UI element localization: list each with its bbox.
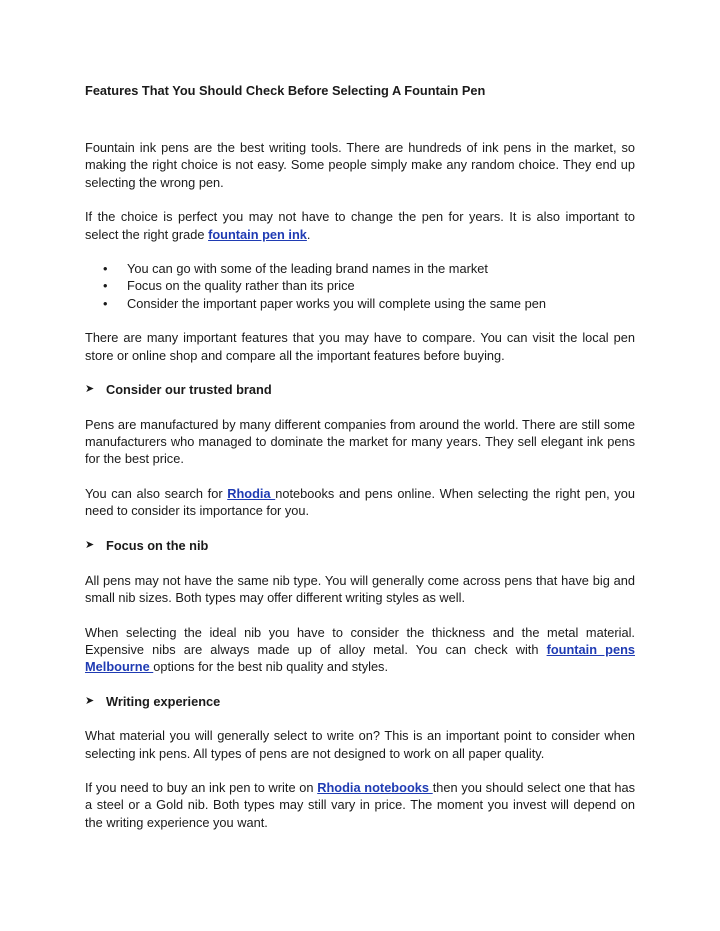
intro-paragraph-2-end: .: [306, 226, 311, 242]
intro-paragraph-2: [85, 208, 635, 242]
nib-paragraph-2: [85, 624, 635, 676]
nib-paragraph-2-text: When selecting the ideal nib you have to consider the thickness and the metal material. Expensive nibs are always made up of alloy metal. You can check with: [85, 624, 635, 657]
list-item: [85, 277, 635, 294]
brand-paragraph-1: Pens are manufactured by many different companies from around the world. There are still some manufacturers who managed to dominate the market for many years. They sell elegant ink pens for the best price.: [85, 416, 635, 467]
intro-paragraph-3: There are many important features that you may have to compare. You can visit the local pen store or online shop and compare all the important features before buying.: [85, 330, 635, 363]
list-item: [85, 260, 635, 277]
intro-paragraph-2-text: If the choice is perfect you may not have to change the pen for years. It is also important to select the right grade: [85, 209, 635, 242]
arrowhead-icon: ➤: [85, 694, 95, 707]
section-heading-text: Writing experience: [106, 693, 221, 709]
brand-paragraph-2-text: You can also search for: [85, 486, 228, 502]
section-heading-text: Consider our trusted brand: [106, 382, 272, 398]
section-heading-nib: [85, 537, 635, 554]
section-heading-trusted-brand: [85, 381, 635, 398]
section-heading-text: Focus on the nib: [106, 537, 209, 553]
brand-paragraph-2: [85, 485, 635, 519]
bullet-dot-icon: •: [103, 278, 108, 294]
bullet-dot-icon: •: [103, 261, 108, 277]
brand-paragraph-2-end: notebooks and pens online. When selecting the right pen, you need to consider its importance for you.: [85, 486, 636, 519]
fountain-pens-melbourne-link[interactable]: fountain pens Melbourne: [85, 641, 635, 674]
rhodia-link[interactable]: Rhodia: [227, 486, 276, 502]
intro-paragraph-1: Fountain ink pens are the best writing tools. There are hundreds of ink pens in the market, so making the right choice is not easy. Some people simply make any random choice. They end up selecting the wrong pen.: [85, 140, 635, 190]
list-item-text: Focus on the quality rather than its price: [127, 278, 355, 294]
list-item-text: Consider the important paper works you will complete using the same pen: [127, 295, 546, 311]
writing-paragraph-1: What material you will generally select to write on? This is an important point to consider when selecting ink pens. All types of pens are not designed to work on all paper quality.: [85, 728, 635, 761]
list-item-text: You can go with some of the leading brand names in the market: [127, 261, 488, 277]
rhodia-notebooks-link[interactable]: Rhodia notebooks: [317, 780, 433, 796]
fountain-pen-ink-link[interactable]: fountain pen ink: [208, 226, 307, 242]
document-title: Features That You Should Check Before Selecting A Fountain Pen: [85, 83, 486, 98]
bullet-dot-icon: •: [103, 295, 108, 311]
writing-paragraph-2: [85, 779, 635, 831]
nib-paragraph-1: All pens may not have the same nib type. You will generally come across pens that have big and small nib sizes. Both types may offer different writing styles as well.: [85, 572, 635, 605]
bullet-list: [85, 260, 635, 312]
list-item: [85, 295, 635, 312]
nib-paragraph-2-end: options for the best nib quality and styles.: [153, 658, 389, 674]
section-heading-writing-experience: [85, 693, 635, 710]
writing-paragraph-2-text: If you need to buy an ink pen to write on: [85, 780, 318, 796]
arrowhead-icon: ➤: [85, 538, 95, 551]
arrowhead-icon: ➤: [85, 383, 95, 396]
writing-paragraph-2-end: then you should select one that has a steel or a Gold nib. Both types may still vary in price. The moment you invest will depend on the writing experience you want.: [85, 780, 635, 830]
